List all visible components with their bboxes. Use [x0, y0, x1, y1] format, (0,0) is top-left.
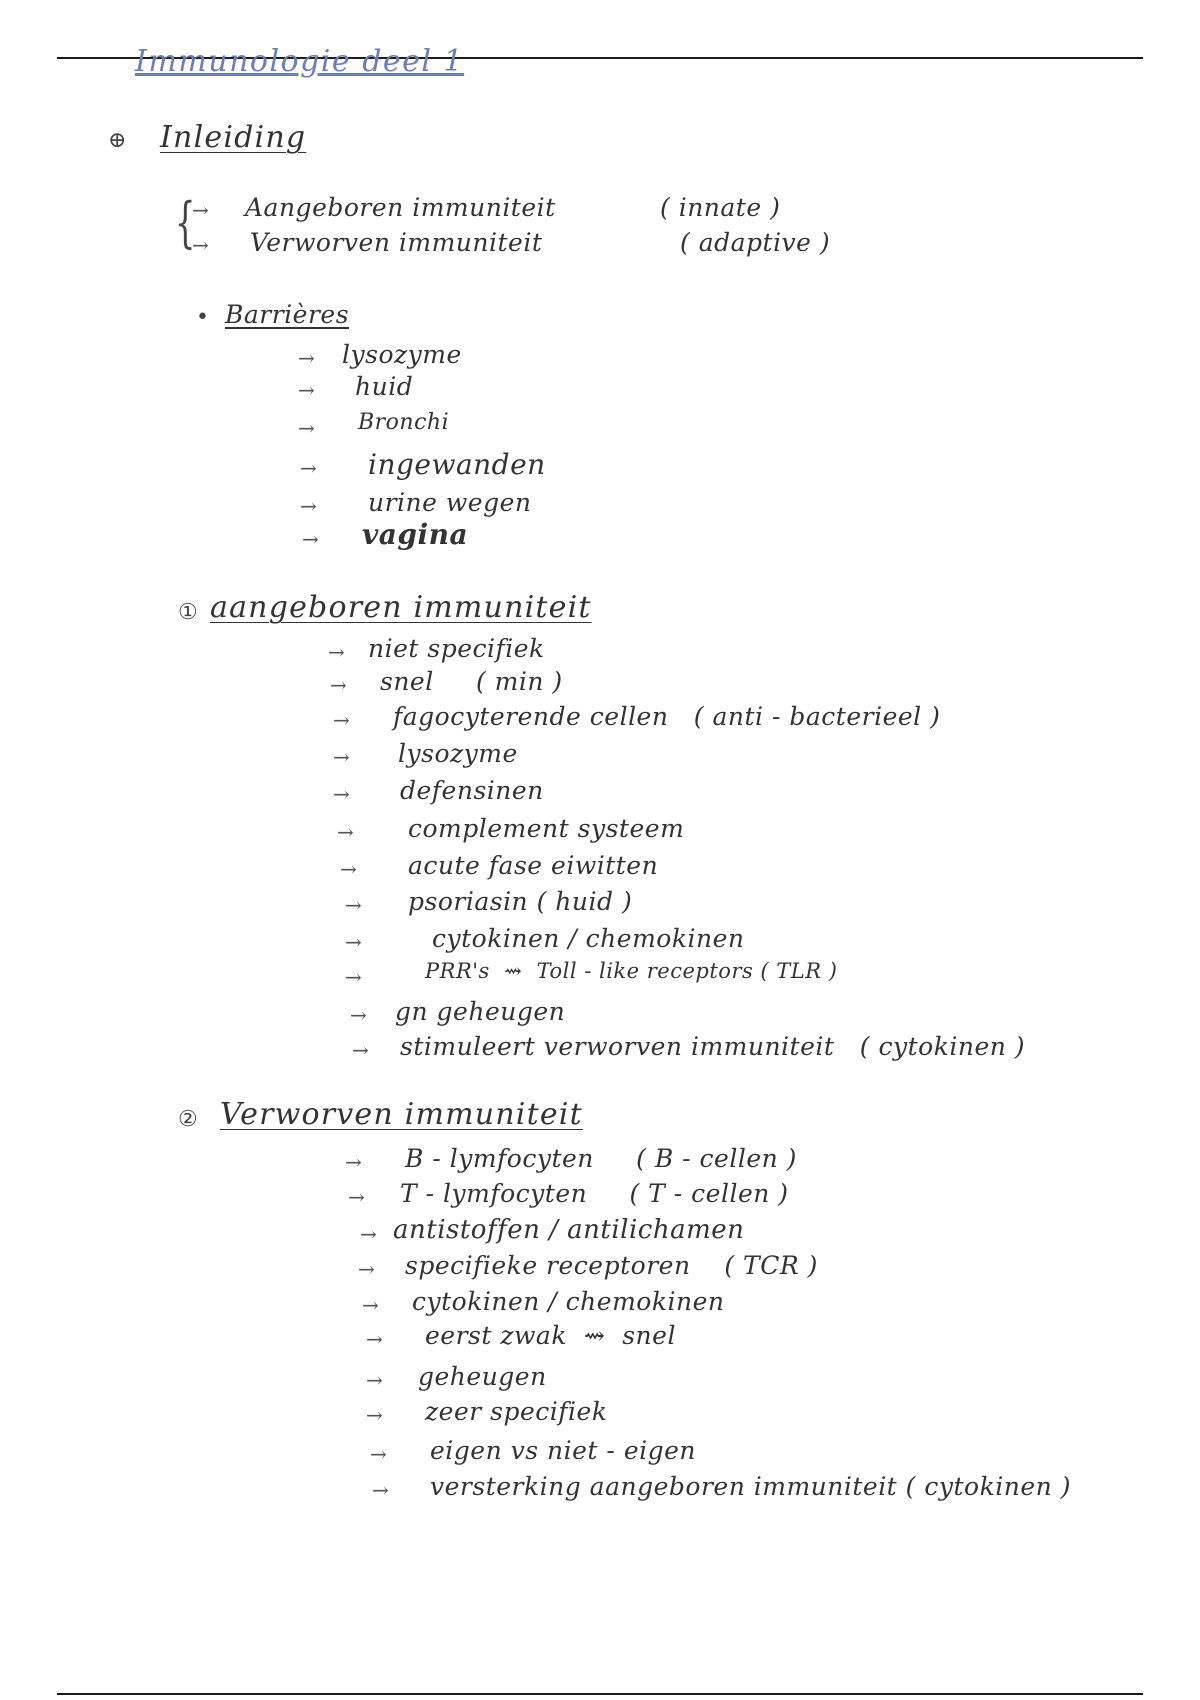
- section1-item: cytokinen / chemokinen: [432, 924, 745, 953]
- arrow-icon: →: [333, 782, 350, 806]
- arrow-icon: →: [345, 1150, 362, 1174]
- section1-item: niet specifiek: [368, 634, 545, 663]
- arrow-icon: →: [192, 198, 209, 222]
- arrow-icon: →: [350, 1003, 367, 1027]
- section2-item: eerst zwak ⇝ snel: [425, 1321, 676, 1350]
- section2-heading: Verworven immuniteit: [220, 1097, 583, 1132]
- arrow-icon: →: [345, 930, 362, 954]
- section1-item: acute fase eiwitten: [408, 851, 659, 880]
- arrow-icon: →: [300, 494, 317, 518]
- section1-item: gn geheugen: [395, 997, 566, 1026]
- barrier-item: Bronchi: [358, 410, 450, 435]
- arrow-icon: →: [345, 893, 362, 917]
- arrow-icon: →: [372, 1478, 389, 1502]
- arrow-icon: →: [366, 1403, 383, 1427]
- arrow-icon: →: [358, 1257, 375, 1281]
- arrow-icon: →: [298, 416, 315, 440]
- barriers-heading: Barrières: [225, 300, 350, 329]
- barrier-item: ingewanden: [368, 448, 546, 481]
- section2-marker: ②: [178, 1107, 198, 1132]
- barrier-item: lysozyme: [342, 340, 462, 369]
- section1-marker: ①: [178, 600, 198, 625]
- arrow-icon: →: [370, 1442, 387, 1466]
- section2-item: eigen vs niet - eigen: [430, 1436, 697, 1465]
- section1-item: lysozyme: [398, 739, 518, 768]
- section1-item: stimuleert verworven immuniteit ( cytokinen ): [400, 1032, 1026, 1061]
- arrow-icon: →: [348, 1185, 365, 1209]
- arrow-icon: →: [298, 346, 315, 370]
- section1-item: PRR's ⇝ Toll - like receptors ( TLR ): [425, 959, 838, 983]
- bottom-rule: [57, 1693, 1143, 1695]
- section2-item: specifieke receptoren ( TCR ): [405, 1251, 818, 1280]
- section1-item: fagocyterende cellen ( anti - bacterieel ): [393, 702, 941, 731]
- section1-item: psoriasin ( huid ): [408, 887, 633, 916]
- intro-marker: ⊕: [108, 128, 127, 153]
- arrow-icon: →: [352, 1038, 369, 1062]
- arrow-icon: →: [300, 456, 317, 480]
- barrier-item: huid: [355, 372, 414, 401]
- immunity-type-innate: Aangeboren immuniteit: [245, 193, 556, 222]
- arrow-icon: →: [328, 640, 345, 664]
- section1-item: defensinen: [400, 776, 544, 805]
- barrier-item: urine wegen: [368, 488, 532, 517]
- arrow-icon: →: [366, 1368, 383, 1392]
- arrow-icon: →: [298, 378, 315, 402]
- arrow-icon: →: [340, 857, 357, 881]
- intro-heading: Inleiding: [160, 120, 307, 155]
- section2-item: antistoffen / antilichamen: [393, 1215, 745, 1245]
- section2-item: cytokinen / chemokinen: [412, 1287, 725, 1316]
- arrow-icon: →: [333, 745, 350, 769]
- section2-item: geheugen: [418, 1362, 547, 1391]
- immunity-type-adaptive-note: ( adaptive ): [680, 228, 831, 257]
- arrow-icon: →: [345, 965, 362, 989]
- arrow-icon: →: [366, 1327, 383, 1351]
- arrow-icon: →: [330, 673, 347, 697]
- section1-item: snel ( min ): [380, 667, 563, 696]
- section2-item: versterking aangeboren immuniteit ( cytokinen ): [430, 1472, 1071, 1501]
- arrow-icon: →: [360, 1222, 377, 1246]
- section1-item: complement systeem: [408, 814, 685, 843]
- bullet-icon: •: [196, 305, 209, 330]
- arrow-icon: →: [302, 527, 319, 551]
- arrow-icon: →: [192, 233, 209, 257]
- arrow-icon: →: [362, 1293, 379, 1317]
- barrier-item: vagina: [362, 518, 469, 551]
- section2-item: zeer specifiek: [425, 1397, 608, 1426]
- section1-heading: aangeboren immuniteit: [210, 590, 592, 625]
- immunity-type-adaptive: Verworven immuniteit: [250, 228, 543, 257]
- page-title: Immunologie deel 1: [135, 44, 465, 79]
- immunity-type-innate-note: ( innate ): [660, 193, 781, 222]
- arrow-icon: →: [333, 708, 350, 732]
- arrow-icon: →: [337, 820, 354, 844]
- brace-icon: {: [174, 191, 196, 254]
- section2-item: T - lymfocyten ( T - cellen ): [400, 1179, 789, 1208]
- section2-item: B - lymfocyten ( B - cellen ): [405, 1144, 797, 1173]
